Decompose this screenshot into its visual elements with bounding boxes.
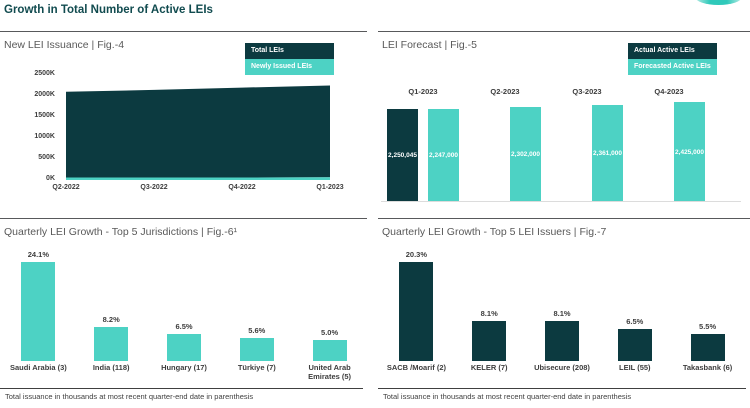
legend-item-newly-issued-leis: Newly Issued LEIs: [245, 59, 334, 75]
y-axis-tick: 0K: [46, 175, 55, 182]
bar-category-label: Saudi Arabia (3): [9, 363, 67, 372]
y-axis-tick: 1500K: [34, 112, 55, 119]
fig5-bar-groups: [387, 32, 705, 202]
bar-percent-label: 5.6%: [248, 326, 266, 335]
bar-column: [380, 219, 453, 361]
y-axis-tick: 2500K: [34, 70, 55, 77]
fig7-bars: [380, 219, 744, 361]
bar-category-label: SACB /Moarif (2): [386, 363, 446, 372]
fig6-bars: [2, 219, 366, 361]
bar-value-label: 2,361,000: [593, 150, 622, 157]
bar-column: [75, 219, 148, 361]
bar-percent-label: 20.3%: [405, 250, 428, 259]
forecast-bar: [428, 109, 459, 202]
total-leis-area: [66, 86, 330, 178]
fig7-footer-note: Total issuance in thousands at most recent quarter-end date in parenthesis: [383, 392, 632, 401]
bar-column: [598, 219, 671, 361]
fig5-baseline: [381, 201, 741, 202]
bar-percent-label: 24.1%: [27, 250, 50, 259]
report-header: [0, 0, 750, 31]
bar-category-label: Türkiye (7): [237, 363, 276, 372]
teal-arc-logo-icon: [695, 0, 742, 5]
forecast-quarter-label: Q2-2023: [490, 87, 520, 96]
category-bar: [94, 327, 128, 361]
category-bar: [618, 329, 652, 361]
forecast-group: [387, 32, 459, 202]
forecast-bar: [510, 107, 541, 202]
bar-column: [148, 219, 221, 361]
bar-column: [293, 219, 366, 361]
category-bar: [167, 334, 201, 361]
fig7-title: Quarterly LEI Growth - Top 5 LEI Issuers | Fig.-7: [382, 226, 607, 238]
category-bar: [240, 338, 274, 361]
fig5-title: LEI Forecast | Fig.-5: [382, 39, 477, 51]
panel-top5-lei-issuers: [378, 218, 750, 408]
category-bar: [313, 340, 347, 361]
x-axis-tick: Q2-2022: [52, 184, 80, 191]
bar-category-label: India (118): [92, 363, 130, 372]
category-bar: [21, 262, 55, 361]
legend-item-actual-active-leis: Actual Active LEIs: [628, 43, 717, 59]
bar-value-label: 2,247,000: [429, 152, 458, 159]
bar-percent-label: 8.1%: [480, 309, 498, 318]
fig4-title: New LEI Issuance | Fig.-4: [4, 39, 125, 51]
bar-category-label: United Arab Emirates (5): [308, 363, 352, 381]
bar-percent-label: 6.5%: [175, 322, 193, 331]
y-axis-tick: 1000K: [34, 133, 55, 140]
panel-top5-jurisdictions: [0, 218, 367, 408]
forecast-group: [469, 32, 541, 202]
bar-column: [526, 219, 599, 361]
bar-category-label: KELER (7): [470, 363, 508, 372]
bar-column: [671, 219, 744, 361]
y-axis-tick: 500K: [38, 154, 55, 161]
fig7-footer-divider: [378, 388, 746, 389]
category-bar: [691, 334, 725, 361]
forecast-bar: [592, 105, 623, 202]
forecast-quarter-label: Q1-2023: [408, 87, 438, 96]
panel-lei-forecast: [378, 31, 750, 218]
forecast-quarter-label: Q4-2023: [654, 87, 684, 96]
page-title: Growth in Total Number of Active LEIs: [4, 4, 213, 16]
y-axis-tick: 2000K: [34, 91, 55, 98]
category-bar: [545, 321, 579, 361]
charts-grid: [0, 31, 750, 408]
bar-category-label: LEIL (55): [619, 363, 651, 372]
bar-percent-label: 5.5%: [699, 322, 717, 331]
bar-category-label: Ubisecure (208): [534, 363, 590, 372]
bar-category-label: Hungary (17): [161, 363, 207, 372]
forecast-quarter-label: Q3-2023: [572, 87, 602, 96]
bar-percent-label: 8.1%: [553, 309, 571, 318]
actual-bar: [387, 109, 418, 202]
forecast-group: [551, 32, 623, 202]
bar-percent-label: 5.0%: [321, 328, 339, 337]
x-axis-tick: Q4-2022: [228, 184, 256, 191]
forecast-group: [633, 32, 705, 202]
fig6-title: Quarterly LEI Growth - Top 5 Jurisdictions | Fig.-6¹: [4, 226, 238, 238]
bar-category-label: Takasbank (6): [682, 363, 733, 372]
bar-percent-label: 8.2%: [102, 315, 120, 324]
fig6-footer-divider: [0, 388, 363, 389]
bar-column: [220, 219, 293, 361]
fig6-category-labels: [2, 364, 366, 381]
fig7-category-labels: [380, 364, 744, 373]
bar-column: [2, 219, 75, 361]
category-bar: [472, 321, 506, 361]
legend-item-forecasted-active-leis: Forecasted Active LEIs: [628, 59, 717, 75]
panel-new-lei-issuance: [0, 31, 367, 218]
bar-percent-label: 6.5%: [626, 317, 644, 326]
bar-value-label: 2,425,000: [675, 148, 704, 156]
legend-item-total-leis: Total LEIs: [245, 43, 334, 59]
bar-column: [453, 219, 526, 361]
bar-value-label: 2,302,000: [511, 151, 540, 158]
newly-issued-leis-area: [66, 177, 330, 180]
fig6-footer-note: Total issuance in thousands at most recent quarter-end date in parenthesis: [5, 392, 254, 401]
category-bar: [399, 262, 433, 361]
forecast-bar: [674, 102, 705, 202]
x-axis-tick: Q3-2022: [140, 184, 168, 191]
bar-value-label: 2,250,045: [388, 152, 417, 159]
x-axis-tick: Q1-2023: [316, 184, 344, 191]
